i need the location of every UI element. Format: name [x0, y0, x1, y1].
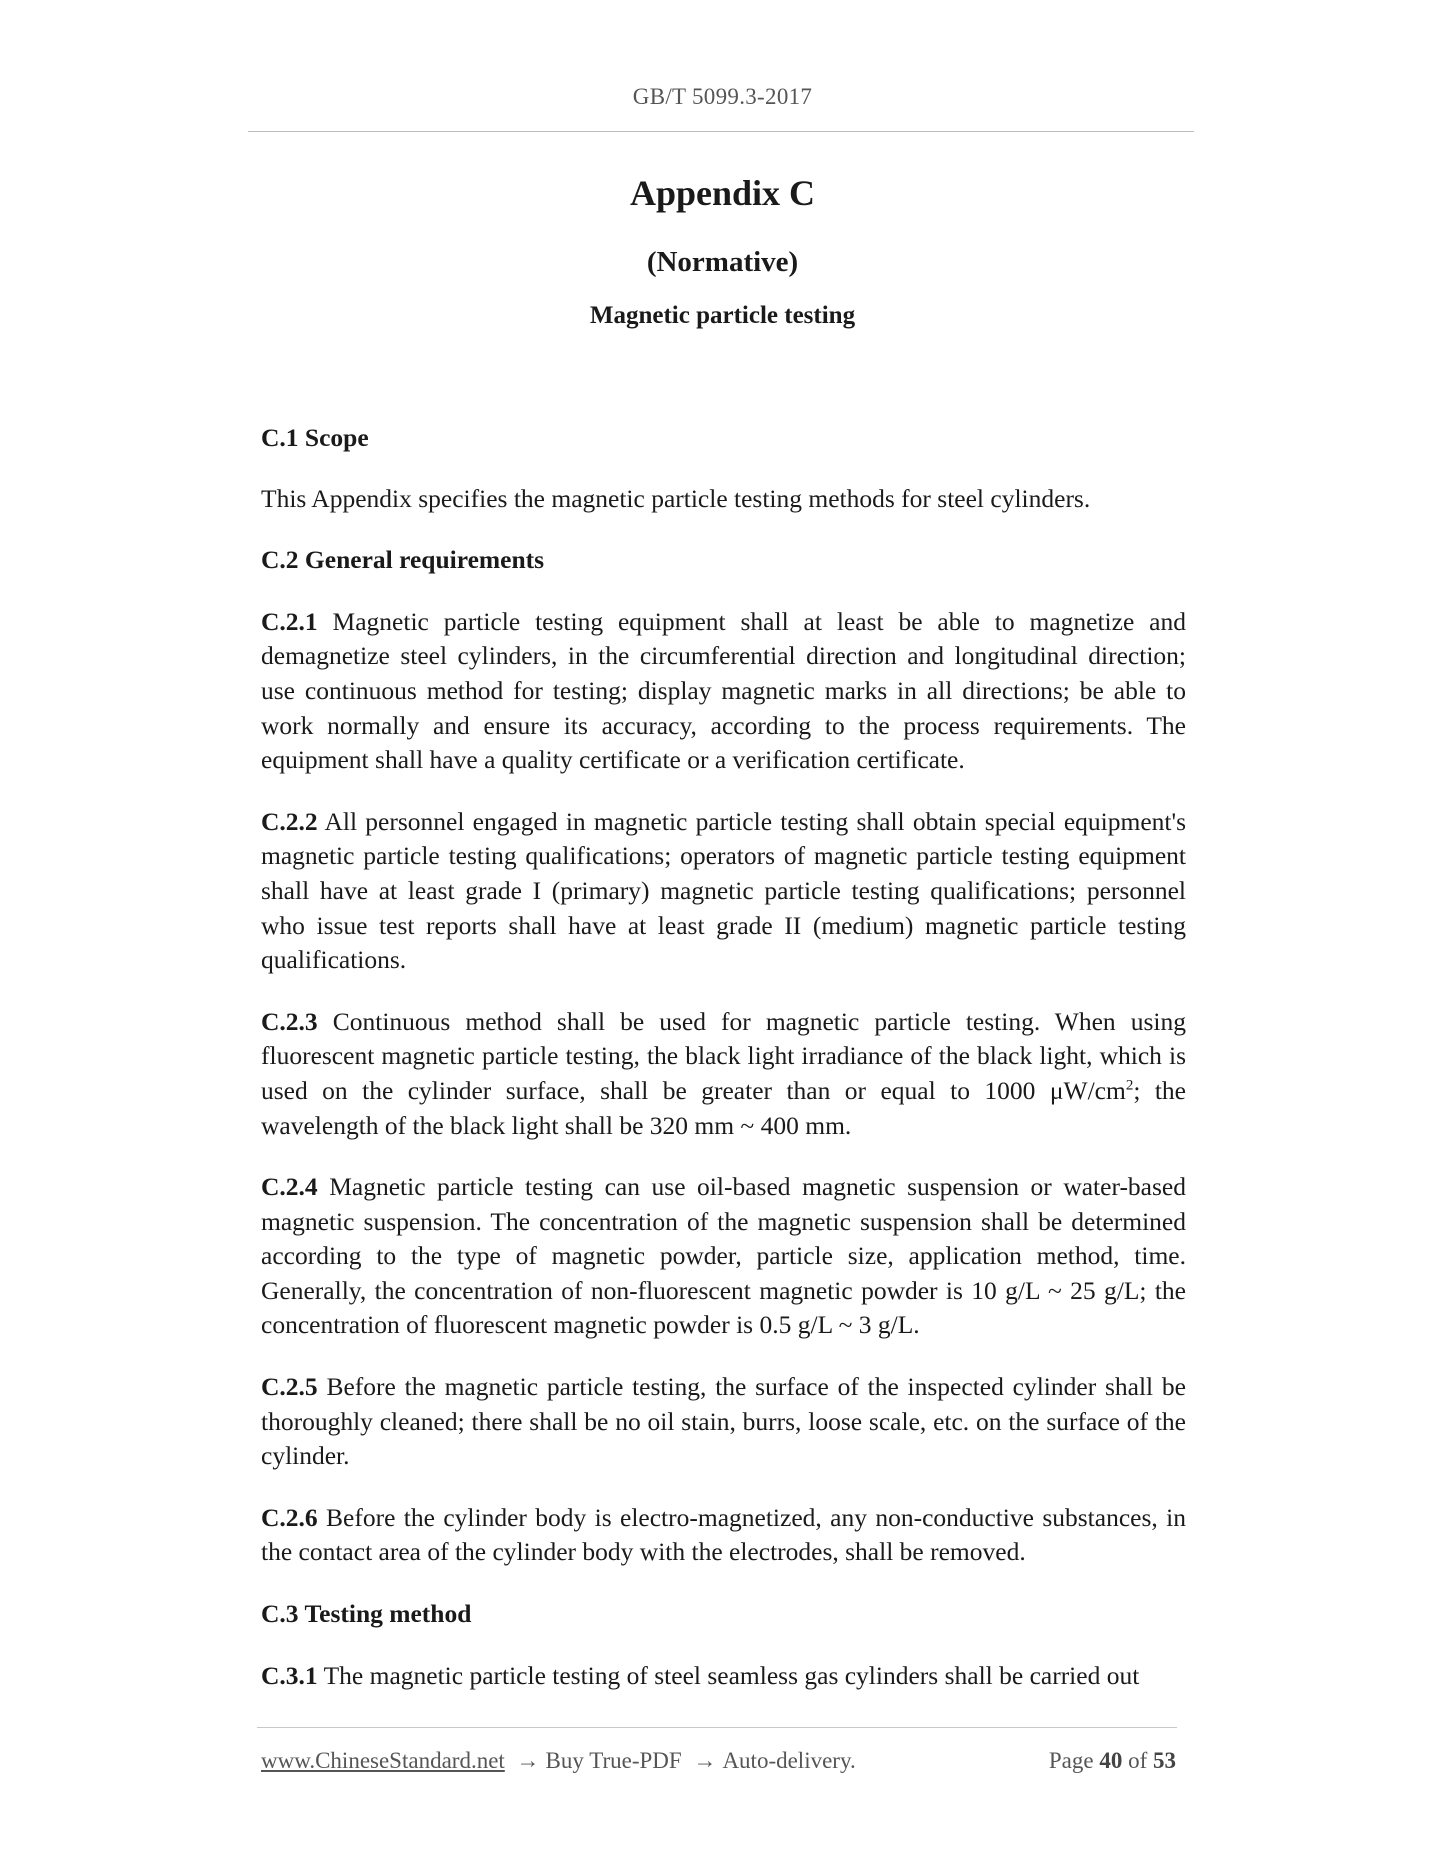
buy-pdf-text: Buy True-PDF [545, 1748, 682, 1773]
clause-number: C.2.5 [261, 1372, 318, 1402]
paragraph-c2-3 [261, 1005, 1186, 1143]
clause-number: C.3.1 [261, 1660, 318, 1690]
clause-text: Continuous method shall be used for magnetic particle testing. When using fluorescent magnetic particle testing, the black light irradiance of the black light, which is used on the cylinder surface, shall be greater than or equal to 1000 μW/cm [261, 1006, 1186, 1105]
paragraph-c3-1 [261, 1659, 1186, 1694]
header-standard-code: GB/T 5099.3-2017 [632, 84, 813, 109]
website-link[interactable]: www.ChineseStandard.net [261, 1748, 505, 1773]
clause-number: C.2.1 [261, 606, 318, 636]
section-heading-c3: C.3 Testing method [261, 1599, 472, 1629]
appendix-subject: Magnetic particle testing [589, 302, 856, 329]
clause-text: Before the magnetic particle testing, the surface of the inspected cylinder shall be thoroughly cleaned; there shall be no oil stain, burrs, loose scale, etc. on the surface of the cylinder. [261, 1372, 1186, 1471]
appendix-subtitle: (Normative) [646, 246, 799, 278]
paragraph-c2-4 [261, 1170, 1186, 1343]
clause-text: Before the cylinder body is electro-magnetized, any non-conductive substances, in the contact area of the cylinder body with the electrodes, shall be removed. [261, 1502, 1186, 1567]
page-total: 53 [1153, 1748, 1176, 1773]
appendix-title: Appendix C [629, 173, 816, 213]
auto-delivery-text: Auto-delivery. [722, 1748, 856, 1773]
clause-number: C.2.4 [261, 1172, 318, 1202]
paragraph-c1: This Appendix specifies the magnetic particle testing methods for steel cylinders. [261, 483, 1091, 513]
page-current: 40 [1099, 1748, 1123, 1773]
section-heading-c2: C.2 General requirements [261, 545, 545, 575]
clause-number: C.2.2 [261, 806, 318, 836]
page-of-label: of [1128, 1748, 1148, 1773]
clause-text: Magnetic particle testing equipment shall at least be able to magnetize and demagnetize steel cylinders, in the circumferential direction and longitudinal direction; use continuous method for testing; display magnetic marks in all directions; be able to work normally and ensure its accuracy, according to the process requirements. The equipment shall have a quality certificate or a verification certificate. [261, 606, 1186, 775]
footer-divider [257, 1727, 1177, 1728]
footer-links [261, 1748, 856, 1774]
clause-text: The magnetic particle testing of steel seamless gas cylinders shall be carried out [317, 1660, 1140, 1690]
arrow-right-icon: → [693, 1748, 717, 1773]
paragraph-c2-6 [261, 1501, 1186, 1570]
clause-number: C.2.3 [261, 1006, 318, 1036]
page-label: Page [1048, 1748, 1094, 1773]
clause-text: All personnel engaged in magnetic particle testing shall obtain special equipment's magnetic particle testing qualifications; operators of magnetic particle testing equipment shall have at least grade I (primary) magnetic particle testing qualifications; personnel who issue test reports shall have at least grade II (medium) magnetic particle testing qualifications. [261, 806, 1186, 975]
clause-text-continued: ; the wavelength of the black light shall be 320 mm ~ 400 mm. [261, 1075, 1186, 1140]
superscript: 2 [1125, 1077, 1134, 1094]
clause-number: C.2.6 [261, 1502, 318, 1532]
arrow-right-icon: → [516, 1748, 540, 1773]
header-divider [248, 131, 1194, 132]
paragraph-c2-2 [261, 805, 1186, 978]
footer [261, 1748, 1176, 1778]
page-indicator [1049, 1748, 1176, 1774]
paragraph-c2-1 [261, 605, 1186, 778]
section-heading-c1: C.1 Scope [261, 423, 369, 452]
body-content [261, 421, 1186, 1720]
clause-text: Magnetic particle testing can use oil-based magnetic suspension or water-based magnetic suspension. The concentration of the magnetic suspension shall be determined according to the type of magnetic powder, particle size, application method, time. Generally, the concentration of non-fluorescent magnetic powder is 10 g/L ~ 25 g/L; the concentration of fluorescent magnetic powder is 0.5 g/L ~ 3 g/L. [261, 1172, 1186, 1340]
paragraph-c2-5 [261, 1370, 1186, 1474]
